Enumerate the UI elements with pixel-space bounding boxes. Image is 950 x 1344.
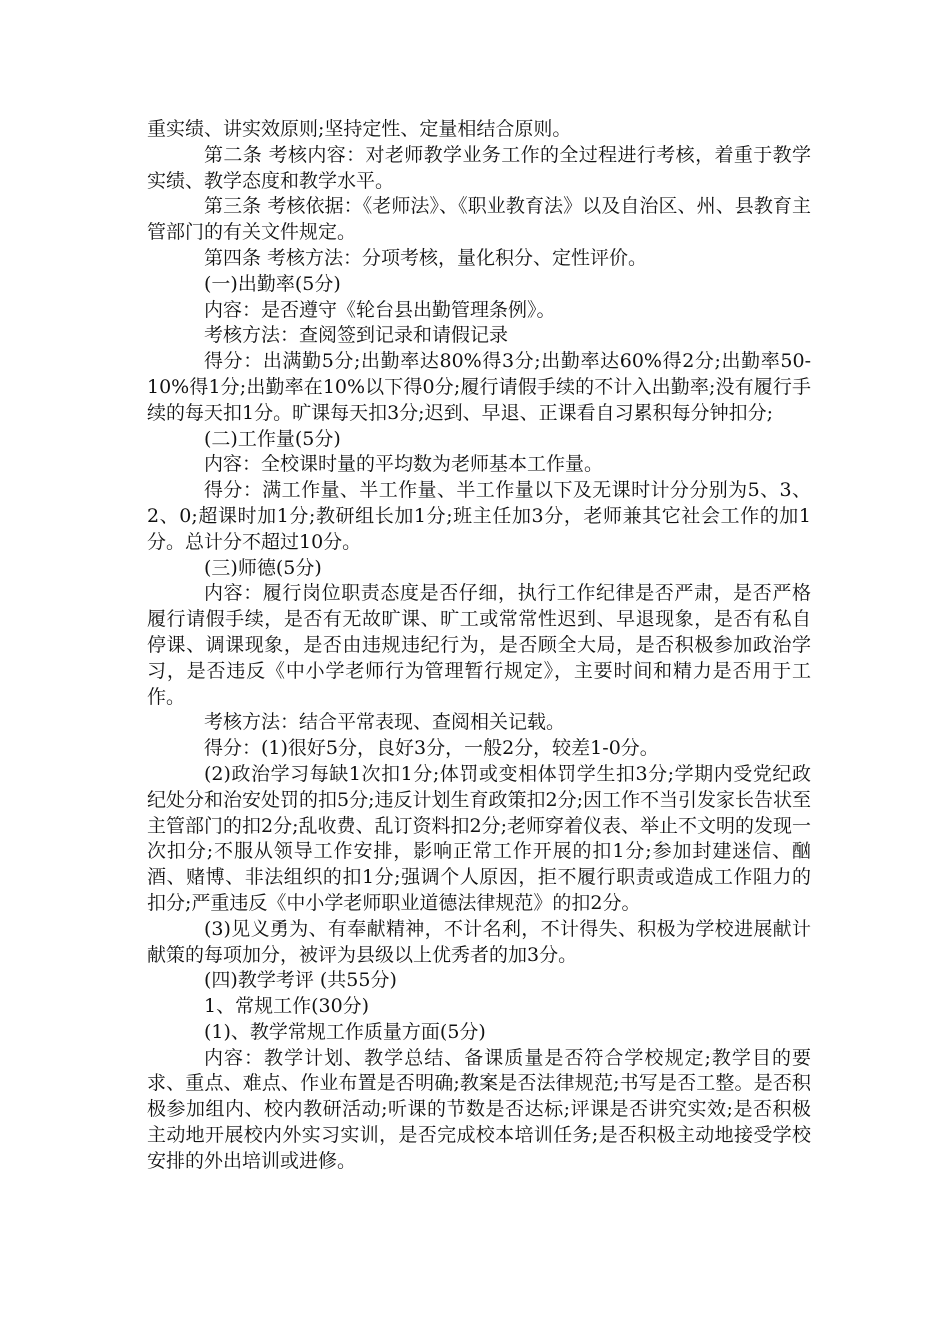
paragraph: 第三条 考核依据：《老师法》、《职业教育法》以及自治区、州、县教育主管部门的有关文件规定。 [147,195,811,244]
subsection-heading: (1)、教学常规工作质量方面(5分) [204,1020,486,1043]
paragraph: (2)政治学习每缺1次扣1分;体罚或变相体罚学生扣3分;学期内受党纪政纪处分和治安处罚的扣5分;违反计划生育政策扣2分;因工作不当引发家长告状至主管部门的扣2分;乱收费、乱订资料扣2分;老师穿着仪表、举止不文明的发现一次扣分;不服从领导工作安排，影响正常工作开展的扣1分;参加封建迷信、酗酒、赌博、非法组织的扣1分;强调个人原因，拒不履行职责或造成工作阻力的扣分;严重违反《中小学老师职业道德法律规范》的扣2分。 [147,762,811,914]
paragraph: 考核方法：结合平常表现、查阅相关记载。 [204,711,566,734]
paragraph: 得分：(1)很好5分，良好3分，一般2分，较差1-0分。 [204,737,659,760]
paragraph: 得分：出满勤5分;出勤率达80%得3分;出勤率达60%得2分;出勤率50-10%得1分;出勤率在10%以下得0分;履行请假手续的不计入出勤率;没有履行手续的每天扣1分。旷课每天扣3分;迟到、早退、正课看自习累积每分钟扣分; [147,350,811,424]
paragraph: 重实绩、讲实效原则;坚持定性、定量相结合原则。 [147,118,572,140]
paragraph: (3)见义勇为、有奉献精神，不计名利，不计得失、积极为学校进展献计献策的每项加分，被评为县级以上优秀者的加3分。 [147,917,811,966]
paragraph: 内容：全校课时量的平均数为老师基本工作量。 [204,453,604,476]
paragraph: 内容：是否遵守《轮台县出勤管理条例》。 [204,298,556,321]
section-heading: (三)师德(5分) [204,556,322,579]
paragraph: 得分：满工作量、半工作量、半工作量以下及无课时计分分别为5、3、2、0;超课时加1分;教研组长加1分;班主任加3分，老师兼其它社会工作的加1分。总计分不超过10分。 [147,479,811,553]
paragraph: 内容：教学计划、教学总结、备课质量是否符合学校规定;教学目的要求、重点、难点、作业布置是否明确;教案是否法律规范;书写是否工整。是否积极参加组内、校内教研活动;听课的节数是否达标;评课是否讲究实效;是否积极主动地开展校内外实习实训，是否完成校本培训任务;是否积极主动地接受学校安排的外出培训或进修。 [147,1046,811,1172]
section-heading: (一)出勤率(5分) [204,272,341,295]
paragraph: 内容：履行岗位职责态度是否仔细，执行工作纪律是否严肃，是否严格履行请假手续，是否有无故旷课、旷工或常常性迟到、早退现象，是否有私自停课、调课现象，是否由违规违纪行为，是否顾全大局，是否积极参加政治学习，是否违反《中小学老师行为管理暂行规定》，主要时间和精力是否用于工作。 [147,582,811,708]
section-heading: (二)工作量(5分) [204,427,341,450]
section-heading: (四)教学考评 (共55分) [204,969,397,992]
paragraph: 第二条 考核内容：对老师教学业务工作的全过程进行考核，着重于教学实绩、教学态度和教学水平。 [147,143,811,192]
paragraph: 考核方法：查阅签到记录和请假记录 [204,324,509,347]
document-body [147,117,811,1175]
subsection-heading: 1、常规工作(30分) [204,995,370,1018]
paragraph: 第四条 考核方法：分项考核，量化积分、定性评价。 [204,246,648,269]
